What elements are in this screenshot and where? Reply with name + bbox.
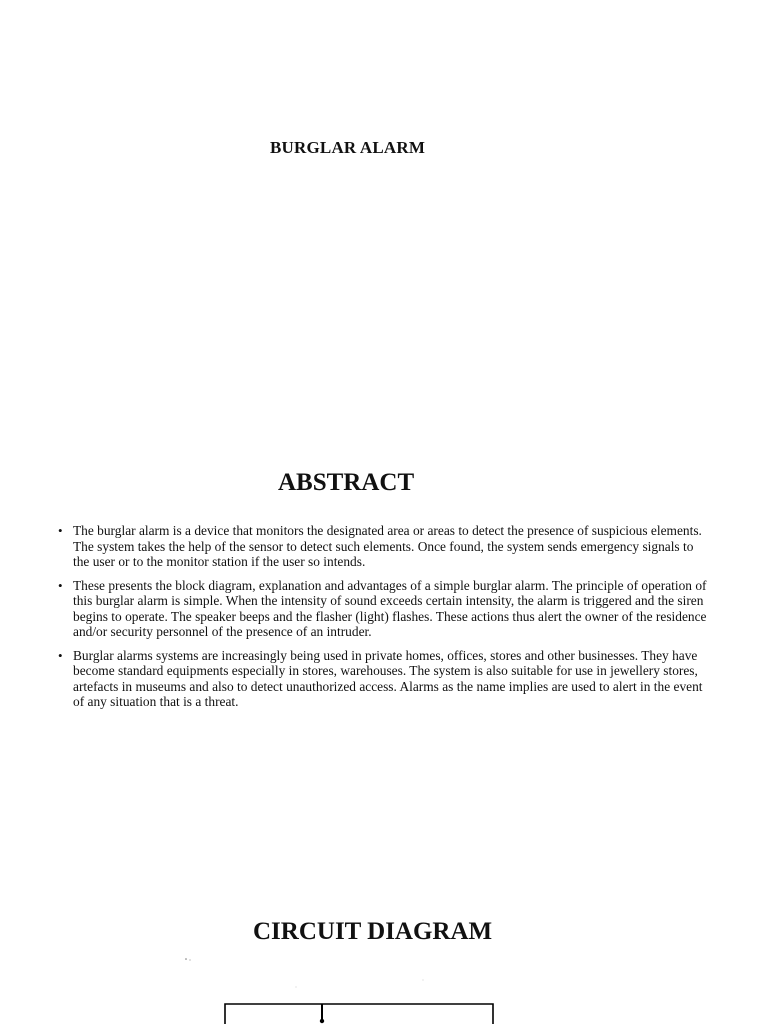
- abstract-bullet-item: [58, 523, 708, 570]
- bullet-icon: •: [58, 523, 63, 538]
- abstract-heading: ABSTRACT: [278, 469, 415, 496]
- circuit-node: [320, 1019, 324, 1023]
- circuit-diagram-heading: CIRCUIT DIAGRAM: [253, 918, 493, 945]
- abstract-bullet-text: These presents the block diagram, explanation and advantages of a simple burglar alarm. The principle of operation of this burglar alarm is simple. When the intensity of sound exceeds certain intensity, the alarm is triggered and the siren begins to operate. The speaker beeps and the flasher (light) flashes. These actions thus alert the owner of the residence and/or security personnel of the presence of an intruder.: [73, 577, 707, 639]
- abstract-bullet-item: [58, 578, 708, 640]
- bullet-icon: •: [58, 647, 63, 663]
- scan-speck: [423, 980, 424, 981]
- abstract-bullet-item: [58, 648, 708, 710]
- scan-speck: [296, 987, 297, 988]
- abstract-bullet-text: Burglar alarms systems are increasingly being used in private homes, offices, stores and other businesses. They have become standard equipments especially in stores, warehouses. The system is also suitable for use in jewellery stores, artefacts in museums and also to detect unauthorized access. Alarms as the name implies are used to alert in the event of any situation that is a threat.: [73, 647, 703, 709]
- scan-speck: [189, 959, 190, 960]
- circuit-diagram: [0, 950, 768, 1024]
- abstract-bullet-list: [58, 523, 708, 718]
- document-title: BURGLAR ALARM: [270, 138, 426, 157]
- abstract-bullet-text: The burglar alarm is a device that monitors the designated area or areas to detect the presence of suspicious elements. The system takes the help of the sensor to detect such elements. Once found, the system sends emergency signals to the user or to the monitor station if the user so intends.: [73, 523, 702, 569]
- bullet-icon: •: [58, 577, 63, 593]
- scan-speck: [185, 958, 187, 960]
- circuit-box-outline: [225, 1004, 493, 1024]
